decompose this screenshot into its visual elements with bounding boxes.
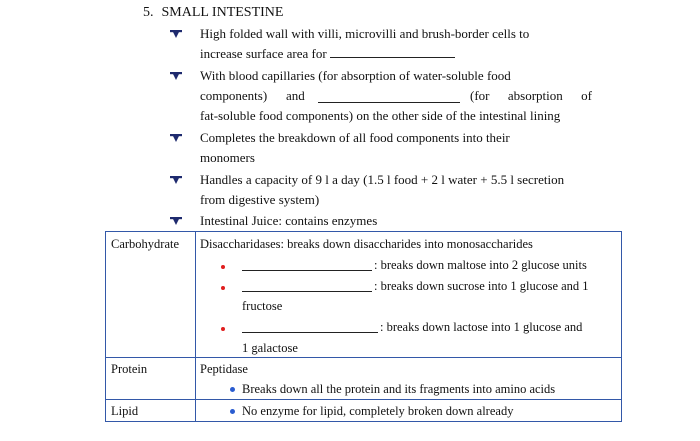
fill-in-blank	[330, 45, 455, 58]
fill-in-blank	[318, 90, 460, 103]
bullet-dot	[221, 327, 225, 331]
down-arrow-icon	[170, 215, 182, 227]
sucrase-description-cont: fructose	[242, 299, 283, 313]
bullet-dot	[221, 286, 225, 290]
down-arrow-icon	[170, 132, 182, 144]
row-label-lipid: Lipid	[111, 404, 139, 418]
bullet-item-breakdown: Completes the breakdown of all food components into their monomers	[200, 130, 510, 165]
bullet-dot	[230, 409, 235, 414]
down-arrow-icon	[170, 70, 182, 82]
bullet-dot	[221, 265, 225, 269]
peptidase-header: Peptidase	[200, 362, 248, 376]
down-arrow-icon	[170, 174, 182, 186]
fill-in-blank	[242, 320, 378, 333]
peptidase-description: Breaks down all the protein and its fragments into amino acids	[242, 382, 556, 396]
fill-in-blank	[242, 258, 372, 271]
lactase-description: : breaks down lactose into 1 glucose and	[380, 320, 583, 334]
bullet-item-capillaries: With blood capillaries (for absorption of water-soluble food components) and (for absorption of fat-soluble food components) on the other side of the intestinal lining	[200, 68, 592, 123]
table-row-divider	[106, 357, 621, 358]
lactase-description-cont: 1 galactose	[242, 341, 298, 355]
table-row-divider	[106, 399, 621, 400]
section-title: SMALL INTESTINE	[161, 5, 284, 20]
section-number: 5.	[143, 5, 154, 20]
sucrase-description: : breaks down sucrose into 1 glucose and 1	[374, 279, 589, 293]
lipid-description: No enzyme for lipid, completely broken down already	[242, 404, 514, 418]
down-arrow-icon	[170, 28, 182, 40]
disaccharidases-header: Disaccharidases: breaks down disaccharides into monosaccharides	[200, 237, 533, 251]
bullet-item-capacity: Handles a capacity of 9 l a day (1.5 l food + 2 l water + 5.5 l secretion from digestive system)	[200, 172, 565, 207]
section-heading	[143, 5, 283, 21]
bullet-item-surface-area: High folded wall with villi, microvilli and brush-border cells to increase surface area for	[200, 26, 530, 61]
table-column-divider	[195, 232, 196, 421]
bullet-dot	[230, 387, 235, 392]
maltase-description: : breaks down maltose into 2 glucose units	[374, 258, 587, 272]
fill-in-blank	[242, 279, 372, 292]
bullet-item-intestinal-juice: Intestinal Juice: contains enzymes	[200, 213, 378, 228]
row-label-protein: Protein	[111, 362, 148, 376]
enzyme-table	[105, 231, 622, 422]
row-label-carbohydrate: Carbohydrate	[111, 237, 180, 251]
